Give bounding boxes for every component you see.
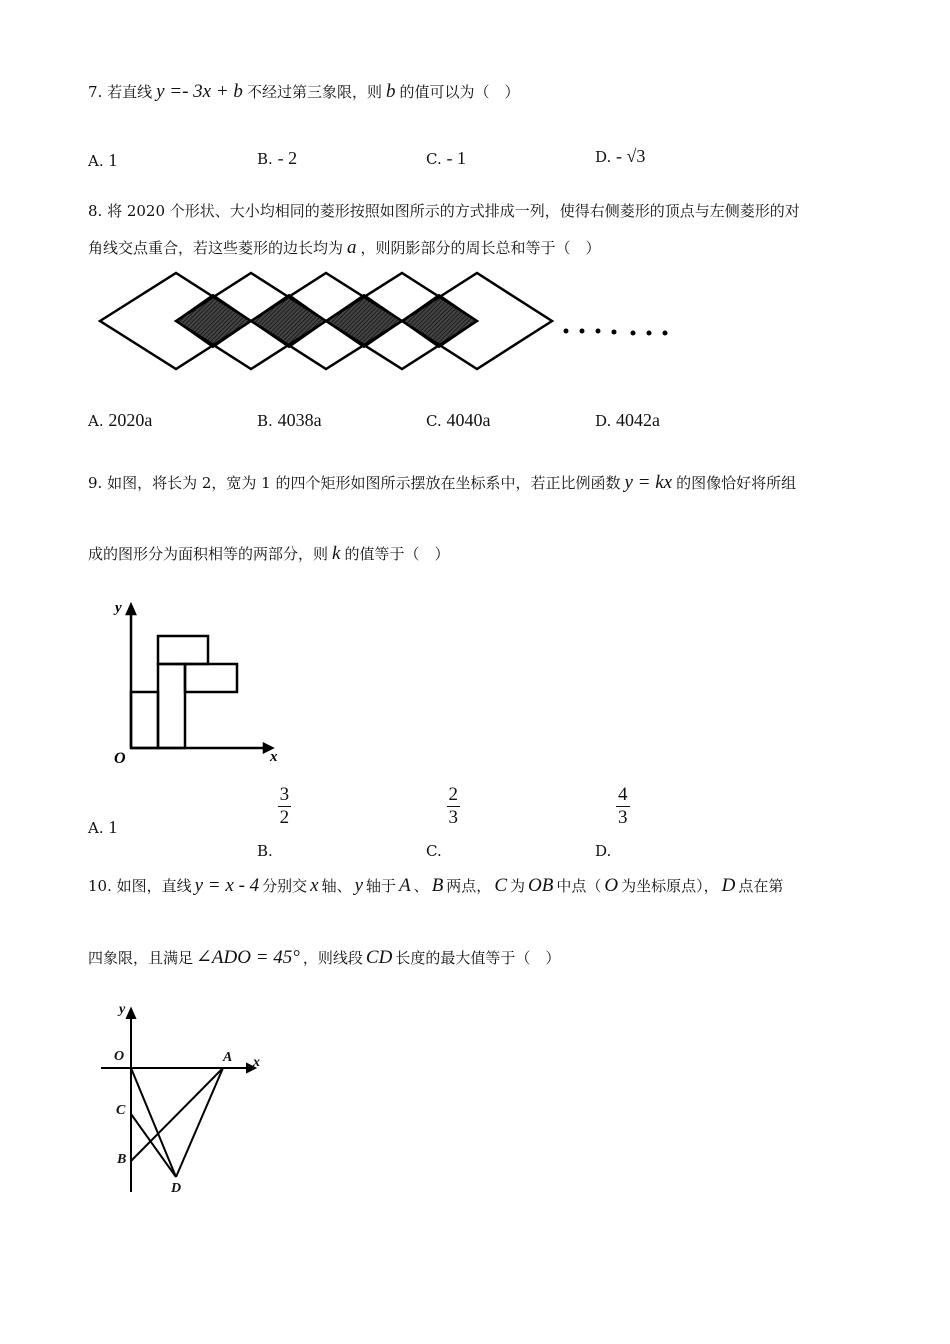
numerator: 4 [618, 784, 628, 805]
q10-angle: ∠ADO = 45° [196, 947, 300, 968]
option-value: 4038a [277, 410, 322, 430]
q10-segment-ob: OB [528, 875, 554, 896]
option-label: B. [257, 412, 273, 430]
q7-equation: y =- 3x + b [156, 81, 243, 102]
option-label: A. [88, 819, 104, 837]
y-axis-label: y [115, 600, 122, 616]
q10-point-o: O [604, 875, 619, 896]
option-value: 1 [108, 817, 118, 837]
q10-text: 中点（ [556, 877, 602, 895]
q8-line2-suffix: ，则阴影部分的周长总和等于（ ） [360, 239, 601, 257]
point-b-label: B [117, 1152, 127, 1167]
denominator: 2 [279, 807, 290, 828]
option-value: 4040a [446, 410, 491, 430]
option-value: - 2 [277, 148, 298, 168]
q9-line1-prefix: 9. 如图，将长为 2，宽为 1 的四个矩形如图所示摆放在坐标系中，若正比例函数 [88, 474, 621, 492]
q10-text: 为 [510, 877, 526, 895]
q8-line2-prefix: 角线交点重合，若这些菱形的边长均为 [88, 239, 344, 257]
y-arrow-icon [127, 1009, 135, 1018]
option-value: - 1 [446, 148, 466, 168]
option-label: D. [595, 148, 612, 166]
q10-text: 为坐标原点）， [621, 877, 719, 895]
option-value: 2020a [108, 410, 153, 430]
q10-line2-prefix: 四象限，且满足 [88, 949, 194, 967]
segment-ad [176, 1068, 223, 1177]
denominator: 3 [448, 807, 458, 828]
q7-var: b [385, 81, 396, 102]
option-label: B. [257, 842, 273, 860]
q10-equation: y = x - 4 [194, 875, 260, 896]
y-axis-label: y [119, 1002, 126, 1017]
q10-point-b: B [431, 875, 444, 896]
q10-prefix: 10. 如图，直线 [88, 877, 192, 895]
origin-label: O [114, 750, 126, 767]
option-value: 4042a [616, 410, 661, 430]
option-label: B. [257, 150, 273, 168]
x-axis-label: x [253, 1055, 260, 1070]
q10-text: 轴于 [366, 877, 397, 895]
option-label: C. [426, 412, 442, 430]
q7-prefix: 7. 若直线 [88, 83, 153, 101]
q10-text: 轴、 [321, 877, 352, 895]
q10-point-a: A [399, 875, 411, 896]
q10-var-y: y [354, 875, 364, 896]
option-label: C. [426, 842, 442, 860]
denominator: 3 [618, 807, 628, 828]
q8-stem-line1: 8. 将 2020 个形状、大小均相同的菱形按照如图所示的方式排成一列，使得右侧菱形的顶点与左侧菱形的对 [88, 202, 800, 220]
option-value: 1 [108, 150, 118, 170]
numerator: 2 [448, 784, 458, 805]
q10-segment-cd: CD [365, 947, 393, 968]
q7-suffix: 的值可以为（ ） [399, 83, 520, 101]
q10-line2-mid: ，则线段 [302, 949, 363, 967]
option-label: A. [88, 152, 104, 170]
q10-text: 、 [413, 877, 429, 895]
option-value: - √3 [616, 146, 646, 166]
q9-line2-suffix: 的值等于（ ） [344, 545, 450, 563]
point-d-label: D [171, 1181, 182, 1196]
x-axis-label: x [270, 749, 278, 765]
line-ab [131, 1068, 223, 1161]
point-a-label: A [223, 1050, 233, 1065]
point-c-label: C [116, 1103, 126, 1118]
q10-var-x: x [310, 875, 319, 896]
option-label: C. [426, 150, 442, 168]
option-label: A. [88, 412, 104, 430]
q10-text: 两点， [446, 877, 492, 895]
q10-line2-suffix: 长度的最大值等于（ ） [395, 949, 561, 967]
q10-text: 点在第 [738, 877, 784, 895]
q9-line2-prefix: 成的图形分为面积相等的两部分，则 [88, 545, 329, 563]
q10-point-c: C [494, 875, 507, 896]
point-o-label: O [114, 1049, 125, 1064]
q8-var: a [347, 237, 357, 258]
option-label: D. [595, 412, 612, 430]
q10-point-d: D [721, 875, 736, 896]
option-label: D. [595, 842, 612, 860]
q9-var: k [332, 543, 341, 564]
q10-text: 分别交 [262, 877, 308, 895]
numerator: 3 [279, 784, 290, 805]
q7-mid: 不经过第三象限，则 [246, 83, 382, 101]
q9-line1-suffix: 的图像恰好将所组 [676, 474, 797, 492]
q9-equation: y = kx [624, 472, 673, 493]
